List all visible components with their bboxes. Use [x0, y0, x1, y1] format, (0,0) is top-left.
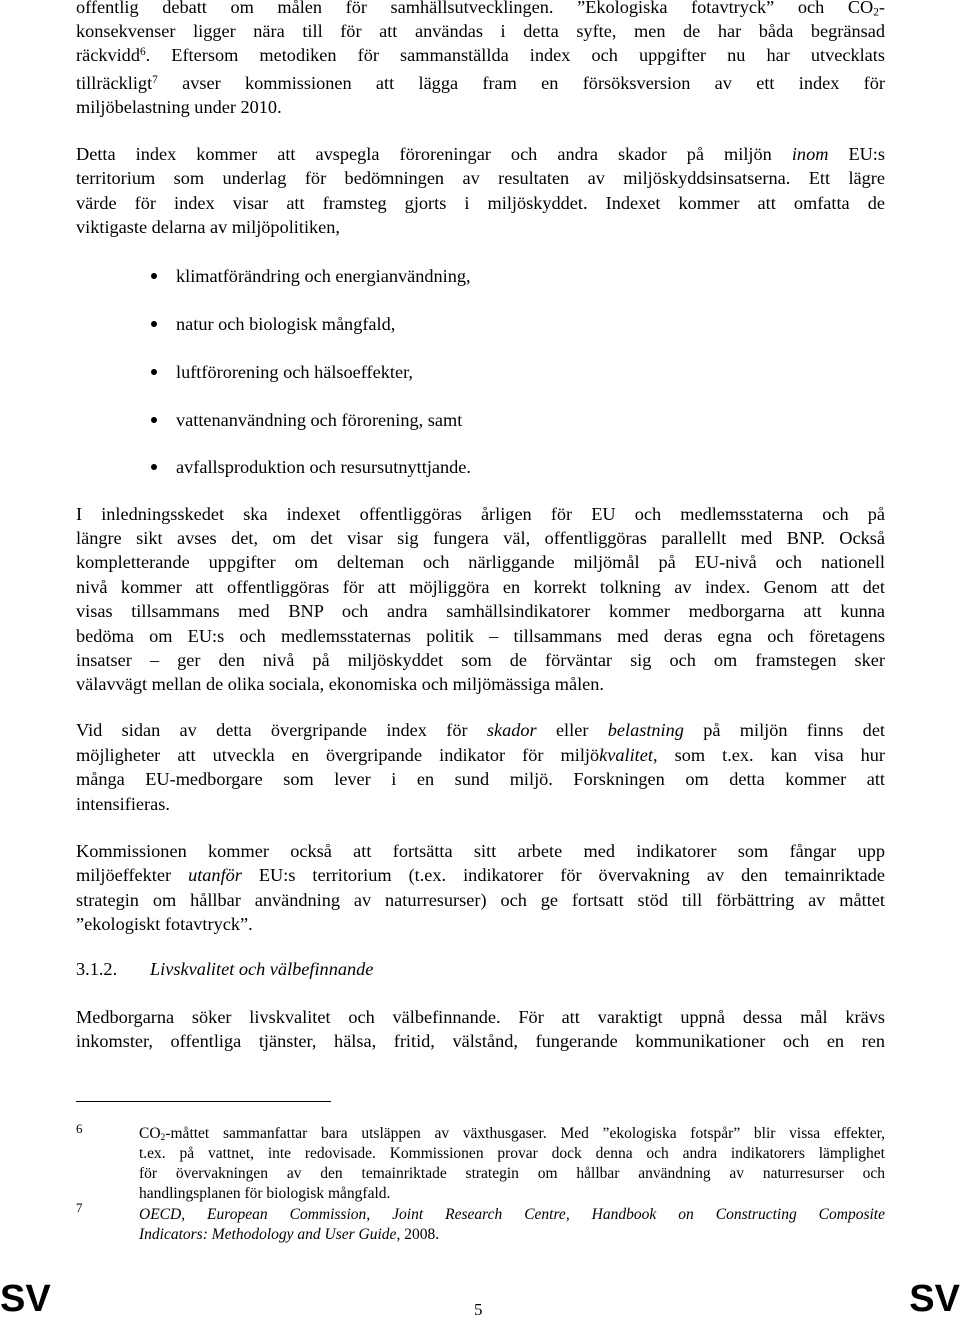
text-line: Vid sidan av detta övergripande index för skador eller belastning på miljön finns det [76, 720, 886, 740]
bullet-icon [151, 464, 157, 470]
list-item: natur och biologisk mångfald, [176, 314, 396, 334]
text-line: nivå kommer att offentliggöras för att möjliggöra en korrekt tolkning av index. Genom att det [76, 577, 885, 597]
text-line: längre sikt avses det, om det visar sig fungera väl, offentliggöras parallellt med BNP. Också [76, 528, 885, 548]
text-line: territorium som underlag för bedömningen av resultaten av miljöskyddsinsatserna. Ett lägre [76, 168, 885, 188]
footnote-line: t.ex. på vattnet, inte redovisade. Kommissionen provar dock denna och andra indikatorers lämplighet [139, 1145, 885, 1162]
text-line: strategin om hållbar användning av naturresurser) och ge fortsatt stöd till förbättring av måttet [76, 890, 885, 910]
list-item: klimatförändring och energianvändning, [176, 266, 471, 286]
text-line: miljöbelastning under 2010. [76, 97, 282, 117]
footer-language-left: SV [0, 1278, 51, 1320]
text-line: offentlig debatt om målen för samhällsutvecklingen. ”Ekologiska fotavtryck” och $CO_2-$ [76, 0, 885, 19]
text-line: Detta index kommer att avspegla föroreningar och andra skador på miljön inom EU:s [76, 144, 886, 164]
list-item: luftförorening och hälsoeffekter, [176, 362, 414, 382]
text-line: värde för index visar att framsteg gjorts i miljöskyddet. Indexet kommer att omfatta de [76, 193, 885, 213]
bullet-icon [151, 417, 157, 423]
bullet-icon [151, 369, 157, 375]
text-line: intensifieras. [76, 794, 170, 814]
bullet-icon [151, 321, 157, 327]
text-line: kompletterande uppgifter om delteman och närliggande miljömål på EU-nivå och nationell [76, 552, 885, 572]
text-line: Kommissionen kommer också att fortsätta sitt arbete med indikatorer som fångar upp [76, 841, 885, 861]
text-line: I inledningsskedet ska indexet offentliggöras årligen för EU och medlemsstaterna och på [76, 504, 885, 524]
section-number: 3.1.2. [76, 959, 118, 979]
footnote-line: handlingsplanen för biologisk mångfald. [139, 1185, 391, 1202]
text-line: konsekvenser ligger nära till för att användas i detta syfte, men de har båda begränsad [76, 21, 885, 41]
text-line: ”ekologiskt fotavtryck”. [76, 914, 253, 934]
footnote-line: OECD, European Commission, Joint Research Centre, Handbook on Constructing Composite [139, 1206, 885, 1223]
text-line: insatser – ger den nivå på miljöskyddet som de förväntar sig och om framstegen sker [76, 650, 885, 670]
list-item: avfallsproduktion och resursutnyttjande. [176, 457, 471, 477]
text-line: visas tillsammans med BNP och andra samhällsindikatorer kommer medborgarna att kunna [76, 601, 885, 621]
list-item: vattenanvändning och förorening, samt [176, 410, 463, 430]
footnote-line: för övervakningen av den temainriktade strategin om hållbar användning av naturresurser och [139, 1165, 885, 1182]
footnote-number: 6 [76, 1121, 83, 1136]
text-line: tillräckligt$^7$ avser kommissionen att lägga fram en försöksversion av ett index för [76, 73, 885, 93]
footnote-ref-7: 7 [152, 73, 158, 86]
page-number: 5 [474, 1300, 483, 1319]
footnote-line: $CO_2$-måttet sammanfattar bara utsläppen av växthusgaser. Med ”ekologiska fotspår” blir vissa effekter, [139, 1125, 885, 1143]
bullet-icon [151, 273, 157, 279]
text-line: räckvidd$^6$. Eftersom metodiken för sammanställda index och uppgifter nu har utvecklats [76, 45, 885, 65]
footnote-separator [76, 1101, 331, 1102]
text-line: viktigaste delarna av miljöpolitiken, [76, 217, 340, 237]
text-line: Medborgarna söker livskvalitet och välbefinnande. För att varaktigt uppnå dessa mål krävs [76, 1007, 885, 1027]
text-line: miljöeffekter utanför EU:s territorium (t.ex. indikatorer för övervakning av den temainriktade [76, 865, 885, 885]
footnote-line: Indicators: Methodology and User Guide, 2008. [139, 1226, 440, 1243]
footer-language-right: SV [909, 1278, 960, 1320]
text-line: många EU-medborgare som lever i en sund miljö. Forskningen om detta kommer att [76, 769, 885, 789]
text-line: inkomster, offentliga tjänster, hälsa, fritid, välstånd, fungerande kommunikationer och en ren [76, 1031, 885, 1051]
footnote-number: 7 [76, 1200, 83, 1215]
section-title: Livskvalitet och välbefinnande [150, 959, 374, 979]
footnote-ref-6: 6 [139, 45, 146, 58]
text-line: välavvägt mellan de olika sociala, ekonomiska och miljömässiga målen. [76, 674, 604, 694]
text-line: bedöma om EU:s och medlemsstaternas politik – tillsammans med deras egna och företagens [76, 626, 885, 646]
text-line: möjligheter att utveckla en övergripande indikator för miljökvalitet, som t.ex. kan visa hur [76, 745, 885, 765]
